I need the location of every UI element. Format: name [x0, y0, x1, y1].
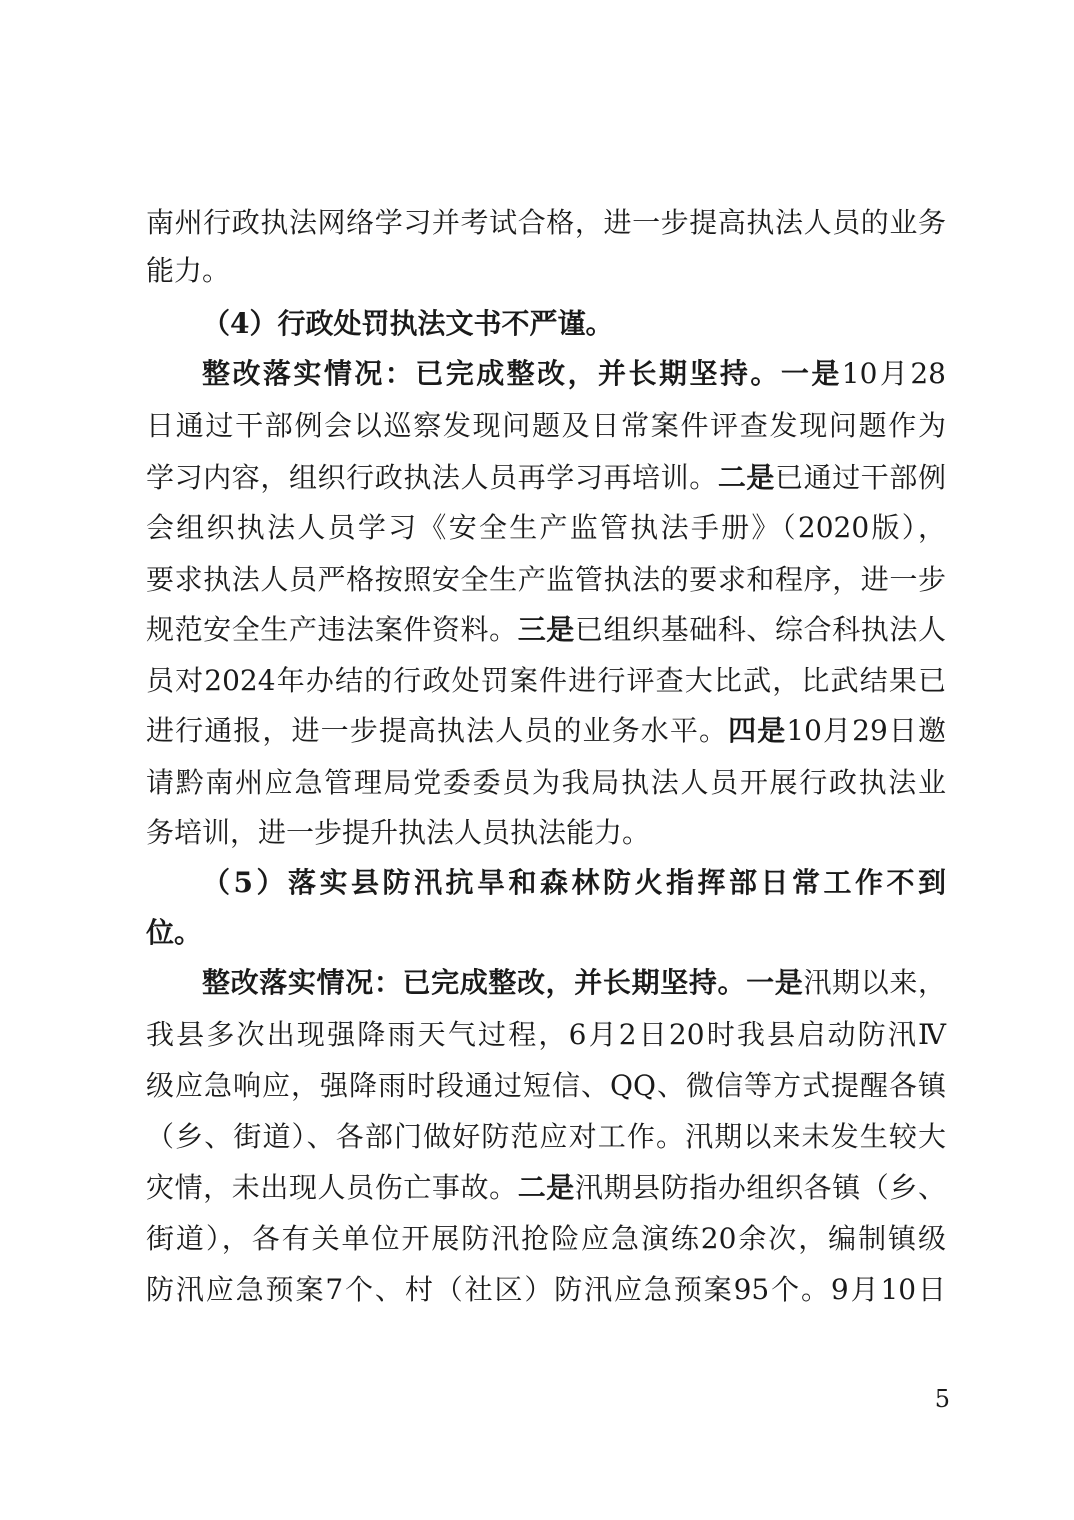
body-text-line — [146, 711, 946, 751]
section-heading — [202, 304, 946, 344]
text-run: 街道），各有关单位开展防汛抢险应急演练20余次，编制镇级 — [146, 1222, 946, 1255]
text-run: 我县多次出现强降雨天气过程，6月2日20时我县启动防汛Ⅳ — [146, 1018, 946, 1051]
text-run: 防汛应急预案7个、村（社区）防汛应急预案95个。9月10日 — [146, 1273, 946, 1306]
text-run: 南州行政执法网络学习并考试合格，进一步提高执法人员的业务 — [146, 206, 946, 239]
item-marker: 二是 — [517, 1171, 575, 1204]
item-marker: 一是 — [780, 357, 842, 390]
text-run: 要求执法人员严格按照安全生产监管执法的要求和程序，进一步 — [146, 563, 946, 596]
status-lead: 整改落实情况：已完成整改，并长期坚持。 — [202, 966, 747, 999]
body-text-line — [146, 661, 946, 701]
section-heading — [202, 863, 946, 903]
text-run: 已通过干部例 — [775, 461, 946, 494]
text-run: 日通过干部例会以巡察发现问题及日常案件评查发现问题作为 — [146, 409, 946, 442]
item-marker: 一是 — [746, 966, 804, 999]
body-text-line — [146, 1168, 946, 1208]
heading-text: （5）落实县防汛抗旱和森林防火指挥部日常工作不到 — [202, 866, 946, 899]
heading-text: 位。 — [146, 916, 203, 949]
item-marker: 四是 — [728, 714, 787, 747]
rectification-status-line — [202, 963, 946, 1003]
section-heading-continuation — [146, 913, 946, 953]
text-run: 能力。 — [146, 254, 231, 287]
text-run: 10月29日邀 — [786, 714, 946, 747]
text-run: 务培训，进一步提升执法人员执法能力。 — [146, 816, 651, 849]
text-run: 汛期以来， — [803, 966, 946, 999]
text-run: 灾情，未出现人员伤亡事故。 — [146, 1171, 518, 1204]
text-run: （乡、街道）、各部门做好防范应对工作。汛期以来未发生较大 — [146, 1120, 946, 1153]
page-number: 5 — [934, 1385, 950, 1413]
text-run: 级应急响应，强降雨时段通过短信、QQ、微信等方式提醒各镇 — [146, 1069, 946, 1102]
text-run: 已组织基础科、综合科执法人 — [574, 613, 946, 646]
text-run: 规范安全生产违法案件资料。 — [146, 613, 518, 646]
body-text-line — [146, 560, 946, 600]
body-text-line — [146, 508, 946, 548]
body-text-line — [146, 1270, 946, 1310]
body-text-line — [146, 1015, 946, 1055]
text-run: 10月28 — [841, 357, 946, 390]
text-run: 汛期县防指办组织各镇（乡、 — [574, 1171, 946, 1204]
item-marker: 二是 — [717, 461, 776, 494]
text-run: 请黔南州应急管理局党委委员为我局执法人员开展行政执法业 — [146, 766, 946, 799]
text-run: 进行通报，进一步提高执法人员的业务水平。 — [146, 714, 729, 747]
body-text-line — [146, 458, 946, 498]
body-text-line — [146, 1219, 946, 1259]
text-run: 员对2024年办结的行政处罚案件进行评查大比武，比武结果已 — [146, 664, 946, 697]
body-text-line — [146, 813, 946, 853]
heading-text: （4）行政处罚执法文书不严谨。 — [202, 307, 614, 340]
body-text-line — [146, 406, 946, 446]
body-text-line — [146, 1117, 946, 1157]
body-text-line — [146, 763, 946, 803]
rectification-status-line — [202, 354, 946, 394]
item-marker: 三是 — [517, 613, 575, 646]
body-text-line — [146, 610, 946, 650]
body-text-line — [146, 251, 946, 291]
status-lead: 整改落实情况：已完成整改，并长期坚持。 — [202, 357, 781, 390]
text-run: 学习内容，组织行政执法人员再学习再培训。 — [146, 461, 718, 494]
text-run: 会组织执法人员学习《安全生产监管执法手册》（2020版）， — [146, 511, 946, 544]
body-text-line — [146, 1066, 946, 1106]
body-text-line — [146, 203, 946, 243]
